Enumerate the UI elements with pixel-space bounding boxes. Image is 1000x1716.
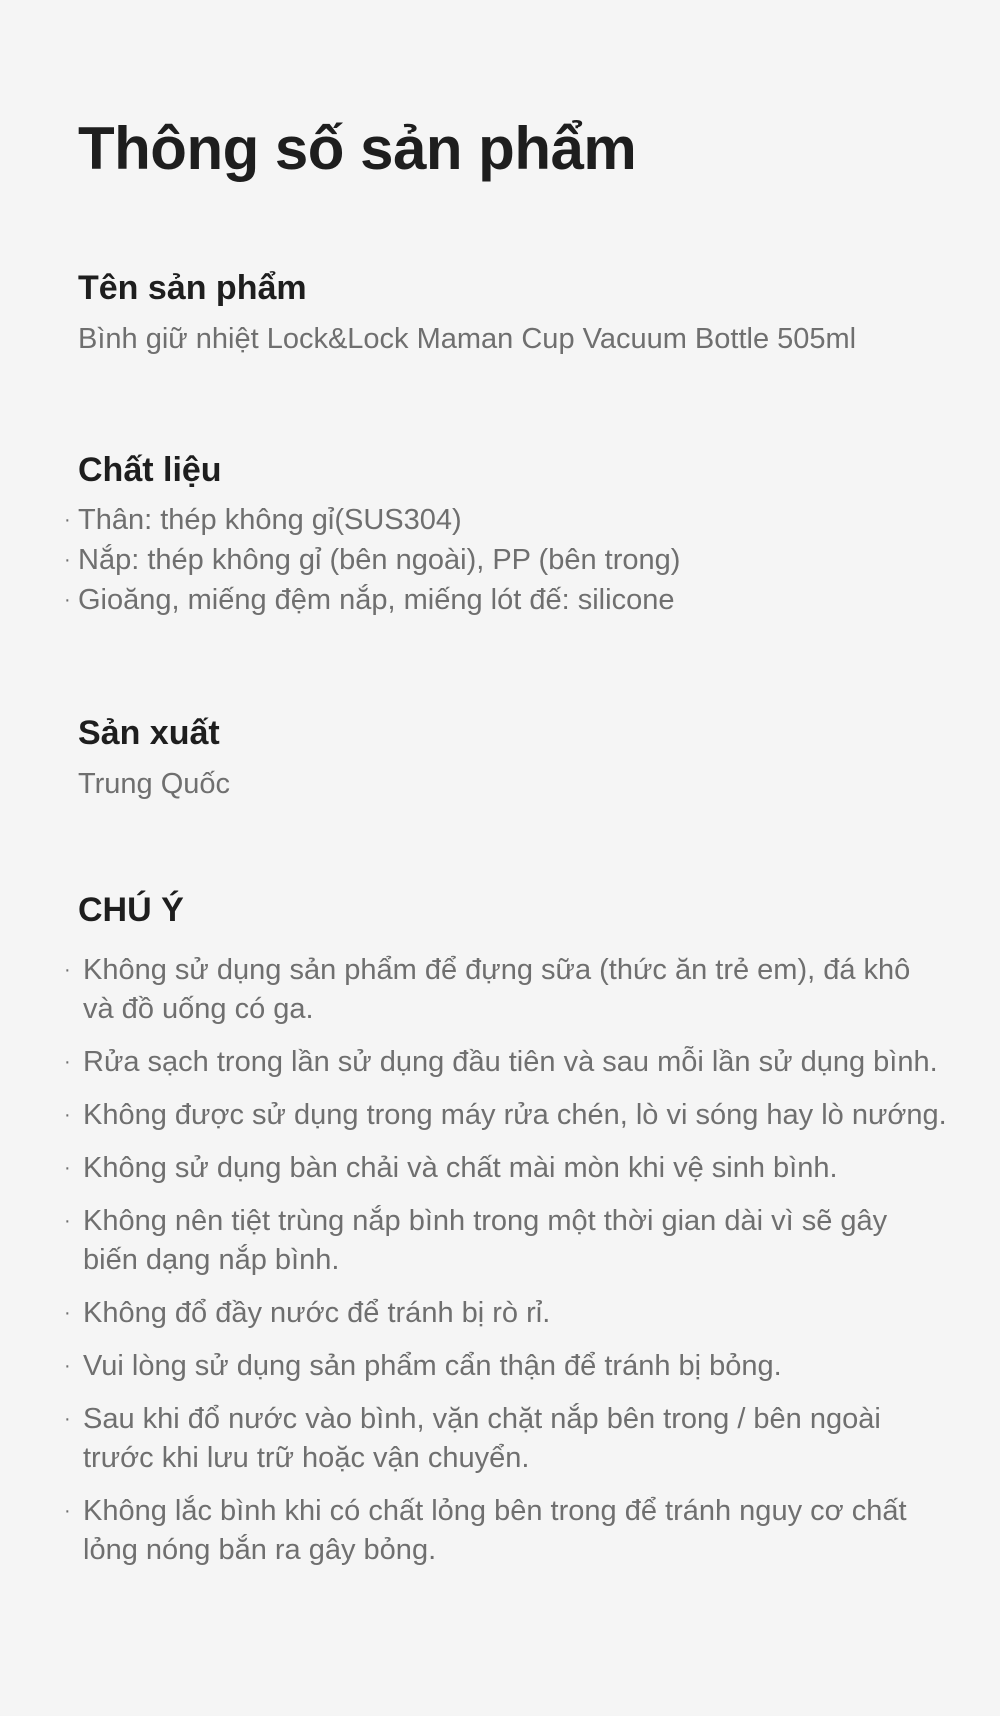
- bullet-dot-icon: ·: [64, 1104, 71, 1126]
- product-name-heading: Tên sản phẩm: [78, 269, 307, 307]
- note-item-text: Không nên tiệt trùng nắp bình trong một thời gian dài vì sẽ gây biến dạng nắp bình.: [83, 1205, 888, 1276]
- bullet-dot-icon: ·: [64, 1210, 71, 1232]
- product-name-section: [78, 265, 938, 359]
- bullet-dot-icon: ·: [64, 589, 71, 611]
- note-item-text: Không đổ đầy nước để tránh bị rò rỉ.: [83, 1297, 551, 1329]
- note-item-text: Không sử dụng sản phẩm để đựng sữa (thức ăn trẻ em), đá khô và đồ uống có ga.: [83, 954, 911, 1025]
- note-item: [64, 951, 948, 1029]
- bullet-dot-icon: ·: [64, 1051, 71, 1073]
- note-item-text: Không sử dụng bàn chải và chất mài mòn khi vệ sinh bình.: [83, 1152, 838, 1184]
- note-item: [64, 1149, 948, 1188]
- page-title: Thông số sản phẩm: [78, 115, 637, 182]
- note-item-text: Vui lòng sử dụng sản phẩm cẩn thận để tránh bị bỏng.: [83, 1350, 782, 1382]
- material-item: [64, 540, 938, 580]
- bullet-dot-icon: ·: [64, 1500, 71, 1522]
- material-item: [64, 500, 938, 540]
- note-item-text: Rửa sạch trong lần sử dụng đầu tiên và sau mỗi lần sử dụng bình.: [83, 1046, 938, 1078]
- bullet-dot-icon: ·: [64, 549, 71, 571]
- material-item: [64, 580, 938, 620]
- origin-heading: Sản xuất: [78, 714, 220, 752]
- notes-section: [64, 887, 947, 1584]
- material-item-text: Nắp: thép không gỉ (bên ngoài), PP (bên trong): [78, 544, 681, 576]
- note-item: [64, 1400, 948, 1478]
- origin-value: Trung Quốc: [78, 768, 231, 800]
- origin-section: [78, 710, 938, 804]
- note-item: [64, 1043, 948, 1082]
- note-item: [64, 1096, 948, 1135]
- bullet-dot-icon: ·: [64, 1355, 71, 1377]
- bullet-dot-icon: ·: [64, 1157, 71, 1179]
- bullet-dot-icon: ·: [64, 1408, 71, 1430]
- material-heading: Chất liệu: [78, 451, 222, 489]
- bullet-dot-icon: ·: [64, 509, 71, 531]
- notes-heading: CHÚ Ý: [78, 891, 184, 929]
- material-list: [64, 500, 938, 620]
- bullet-dot-icon: ·: [64, 959, 71, 981]
- material-item-text: Gioăng, miếng đệm nắp, miếng lót đế: silicone: [78, 584, 675, 616]
- material-item-text: Thân: thép không gỉ(SUS304): [78, 504, 462, 536]
- material-section: [64, 447, 938, 620]
- note-item-text: Không lắc bình khi có chất lỏng bên trong để tránh nguy cơ chất lỏng nóng bắn ra gây bỏng.: [83, 1495, 907, 1566]
- note-item: [64, 1492, 948, 1570]
- bullet-dot-icon: ·: [64, 1302, 71, 1324]
- note-item: [64, 1294, 948, 1333]
- notes-list: [64, 951, 948, 1570]
- note-item-text: Không được sử dụng trong máy rửa chén, lò vi sóng hay lò nướng.: [83, 1099, 947, 1131]
- product-name-value: Bình giữ nhiệt Lock&Lock Maman Cup Vacuum Bottle 505ml: [78, 323, 857, 355]
- note-item-text: Sau khi đổ nước vào bình, vặn chặt nắp bên trong / bên ngoài trước khi lưu trữ hoặc vận chuyển.: [83, 1403, 881, 1474]
- note-item: [64, 1347, 948, 1386]
- note-item: [64, 1202, 948, 1280]
